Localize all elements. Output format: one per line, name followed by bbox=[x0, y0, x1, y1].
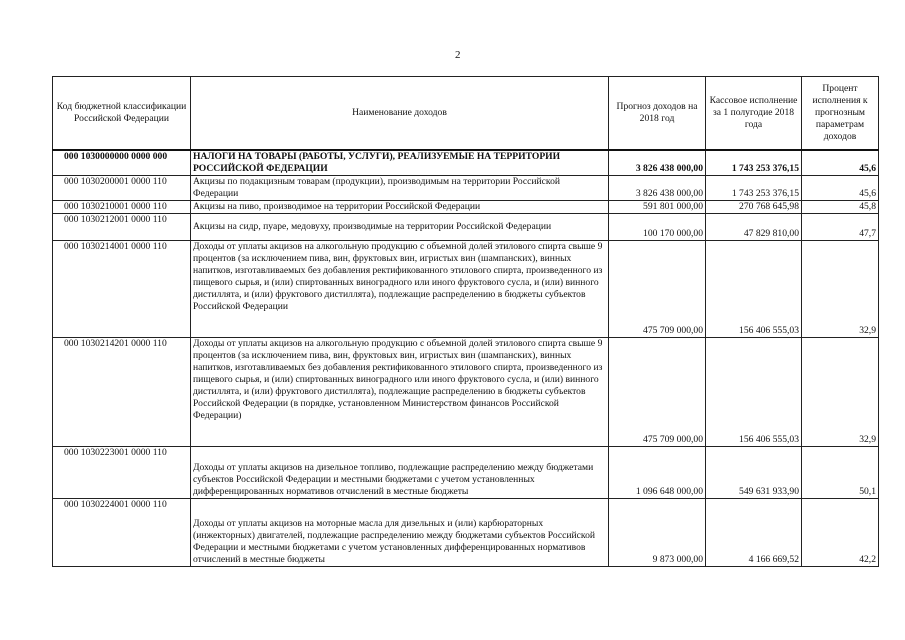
cell-name: Акцизы на сидр, пуаре, медовуху, производимые на территории Российской Федерации bbox=[191, 214, 609, 241]
table-row bbox=[53, 447, 879, 499]
cell-forecast: 1 096 648 000,00 bbox=[609, 447, 706, 499]
header-code: Код бюджетной классификации Российской Федерации bbox=[53, 77, 191, 151]
cell-percent: 42,2 bbox=[802, 499, 879, 567]
cell-code: 000 1030214001 0000 110 bbox=[53, 241, 191, 338]
cell-cash: 156 406 555,03 bbox=[706, 338, 802, 447]
cell-code: 000 1030212001 0000 110 bbox=[53, 214, 191, 241]
cell-name: Акцизы по подакцизным товарам (продукции), производимым на территории Российской Федерации bbox=[191, 176, 609, 201]
cell-percent: 32,9 bbox=[802, 241, 879, 338]
cell-forecast: 9 873 000,00 bbox=[609, 499, 706, 567]
header-cash: Кассовое исполнение за 1 полугодие 2018 года bbox=[706, 77, 802, 151]
cell-cash: 549 631 933,90 bbox=[706, 447, 802, 499]
cell-name: НАЛОГИ НА ТОВАРЫ (РАБОТЫ, УСЛУГИ), РЕАЛИЗУЕМЫЕ НА ТЕРРИТОРИИ РОССИЙСКОЙ ФЕДЕРАЦИИ bbox=[191, 150, 609, 176]
revenue-table bbox=[52, 76, 879, 567]
cell-forecast: 3 826 438 000,00 bbox=[609, 176, 706, 201]
header-row bbox=[53, 77, 879, 151]
cell-percent: 45,6 bbox=[802, 150, 879, 176]
cell-forecast: 3 826 438 000,00 bbox=[609, 150, 706, 176]
cell-name: Доходы от уплаты акцизов на алкогольную продукцию с объемной долей этилового спирта свыше 9 процентов (за исключением пива, вин, фруктовых вин, игристых вин (шампанских), винных напитков, изготавливаемых без добавления ректификованного этилового спирта, произведенного из пищевого сырья, и (или) спиртованных виноградного или иного фруктового сусла, и (или) винного дистиллята, и (или) фруктового дистиллята), подлежащие распределению в бюджеты субъектов Российской Федерации bbox=[191, 241, 609, 338]
table-row bbox=[53, 499, 879, 567]
cell-percent: 50,1 bbox=[802, 447, 879, 499]
cell-forecast: 475 709 000,00 bbox=[609, 338, 706, 447]
header-name: Наименование доходов bbox=[191, 77, 609, 151]
cell-code: 000 1030223001 0000 110 bbox=[53, 447, 191, 499]
table-row bbox=[53, 338, 879, 447]
cell-name: Акцизы на пиво, производимое на территории Российской Федерации bbox=[191, 201, 609, 214]
cell-code: 000 1030224001 0000 110 bbox=[53, 499, 191, 567]
cell-forecast: 100 170 000,00 bbox=[609, 214, 706, 241]
header-forecast: Прогноз доходов на 2018 год bbox=[609, 77, 706, 151]
cell-name: Доходы от уплаты акцизов на моторные масла для дизельных и (или) карбюраторных (инжекторных) двигателей, подлежащие распределению между бюджетами субъектов Российской Федерации и местными бюджетами с учетом установленных дифференцированных нормативов отчислений в местные бюджеты bbox=[191, 499, 609, 567]
cell-cash: 47 829 810,00 bbox=[706, 214, 802, 241]
cell-percent: 32,9 bbox=[802, 338, 879, 447]
header-percent: Процент исполнения к прогнозным параметрам доходов bbox=[802, 77, 879, 151]
cell-code: 000 1030214201 0000 110 bbox=[53, 338, 191, 447]
cell-name: Доходы от уплаты акцизов на алкогольную продукцию с объемной долей этилового спирта свыше 9 процентов (за исключением пива, вин, фруктовых вин, игристых вин (шампанских), винных напитков, изготавливаемых без добавления ректификованного этилового спирта, произведенного из пищевого сырья, и (или) спиртованных виноградного или иного фруктового сусла, и (или) винного дистиллята, и (или) фруктового дистиллята), подлежащие распределению в бюджеты субъектов Российской Федерации (в порядке, установленном Министерством финансов Российской Федерации) bbox=[191, 338, 609, 447]
table-row bbox=[53, 241, 879, 338]
cell-cash: 156 406 555,03 bbox=[706, 241, 802, 338]
cell-code: 000 1030200001 0000 110 bbox=[53, 176, 191, 201]
cell-cash: 1 743 253 376,15 bbox=[706, 150, 802, 176]
table-row bbox=[53, 214, 879, 241]
cell-cash: 1 743 253 376,15 bbox=[706, 176, 802, 201]
cell-code: 000 1030210001 0000 110 bbox=[53, 201, 191, 214]
cell-name: Доходы от уплаты акцизов на дизельное топливо, подлежащие распределению между бюджетами субъектов Российской Федерации и местными бюджетами с учетом установленных дифференцированных нормативов отчислений в местные бюджеты bbox=[191, 447, 609, 499]
page-number: 2 bbox=[455, 49, 461, 61]
cell-percent: 45,6 bbox=[802, 176, 879, 201]
cell-forecast: 591 801 000,00 bbox=[609, 201, 706, 214]
table-row bbox=[53, 201, 879, 214]
table-row-total bbox=[53, 150, 879, 176]
cell-code: 000 1030000000 0000 000 bbox=[53, 150, 191, 176]
cell-percent: 45,8 bbox=[802, 201, 879, 214]
cell-percent: 47,7 bbox=[802, 214, 879, 241]
cell-cash: 270 768 645,98 bbox=[706, 201, 802, 214]
cell-cash: 4 166 669,52 bbox=[706, 499, 802, 567]
cell-forecast: 475 709 000,00 bbox=[609, 241, 706, 338]
table-row bbox=[53, 176, 879, 201]
